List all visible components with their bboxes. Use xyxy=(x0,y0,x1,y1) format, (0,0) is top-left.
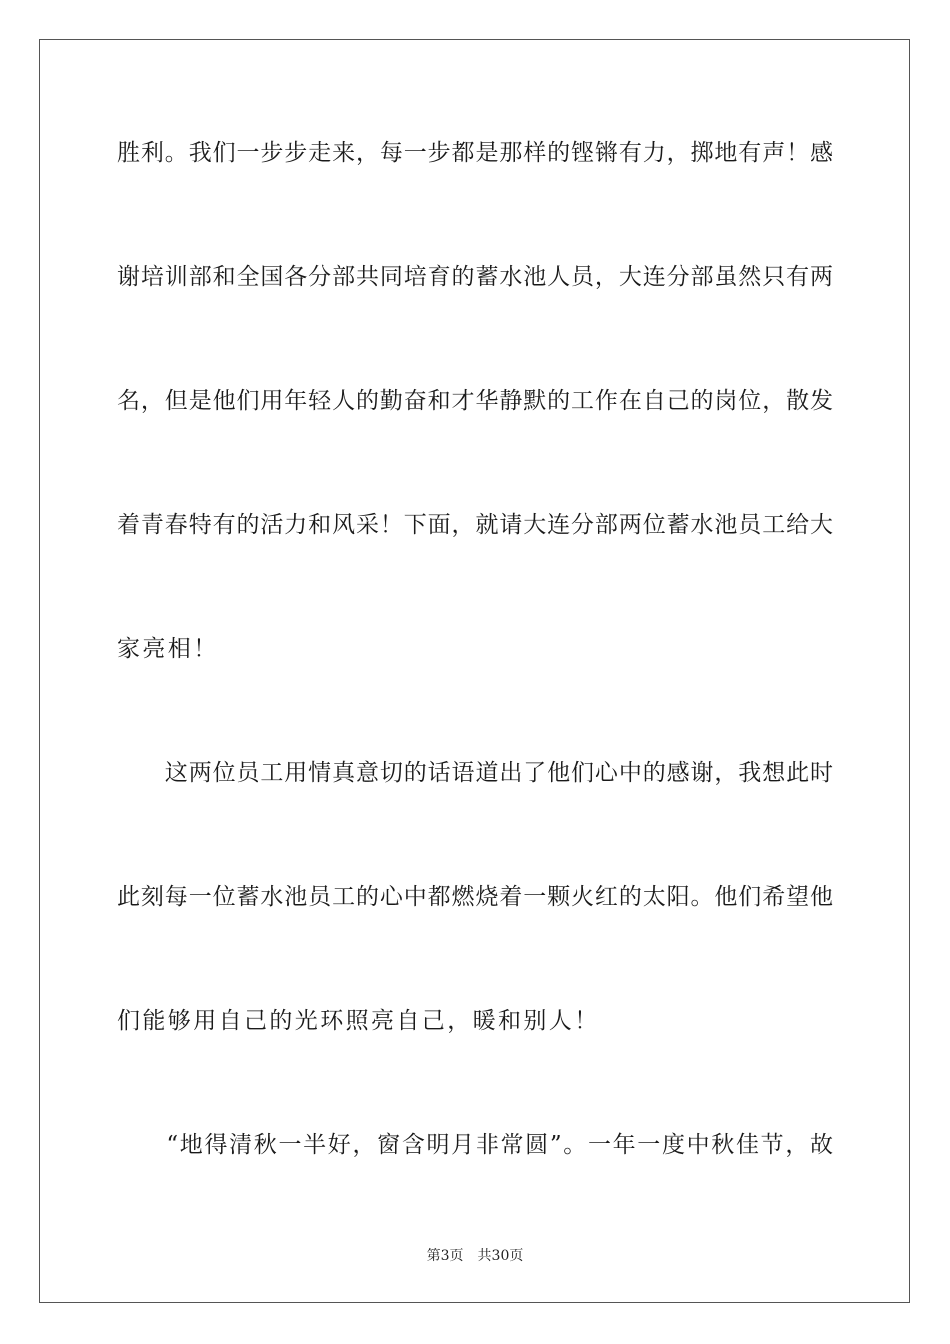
text-line: 此刻每一位蓄水池员工的心中都燃烧着一颗火红的太阳。他们希望他 xyxy=(117,884,833,910)
page-number: 第3页 xyxy=(426,1248,464,1264)
text-line: “地得清秋一半好，窗含明月非常圆”。一年一度中秋佳节，故 xyxy=(117,1132,833,1158)
text-line: 胜利。我们一步步走来，每一步都是那样的铿锵有力，掷地有声！感 xyxy=(117,140,833,166)
page-total: 共30页 xyxy=(477,1248,524,1264)
page-footer xyxy=(0,1246,950,1266)
text-line: 家亮相！ xyxy=(117,636,219,662)
text-line: 着青春特有的活力和风采！下面，就请大连分部两位蓄水池员工给大 xyxy=(117,512,833,538)
text-line: 谢培训部和全国各分部共同培育的蓄水池人员，大连分部虽然只有两 xyxy=(117,264,833,290)
text-line: 名，但是他们用年轻人的勤奋和才华静默的工作在自己的岗位，散发 xyxy=(117,388,833,414)
text-line: 们能够用自己的光环照亮自己，暖和别人！ xyxy=(117,1008,600,1034)
text-line: 这两位员工用情真意切的话语道出了他们心中的感谢，我想此时 xyxy=(117,760,833,786)
page-border xyxy=(39,39,910,1303)
